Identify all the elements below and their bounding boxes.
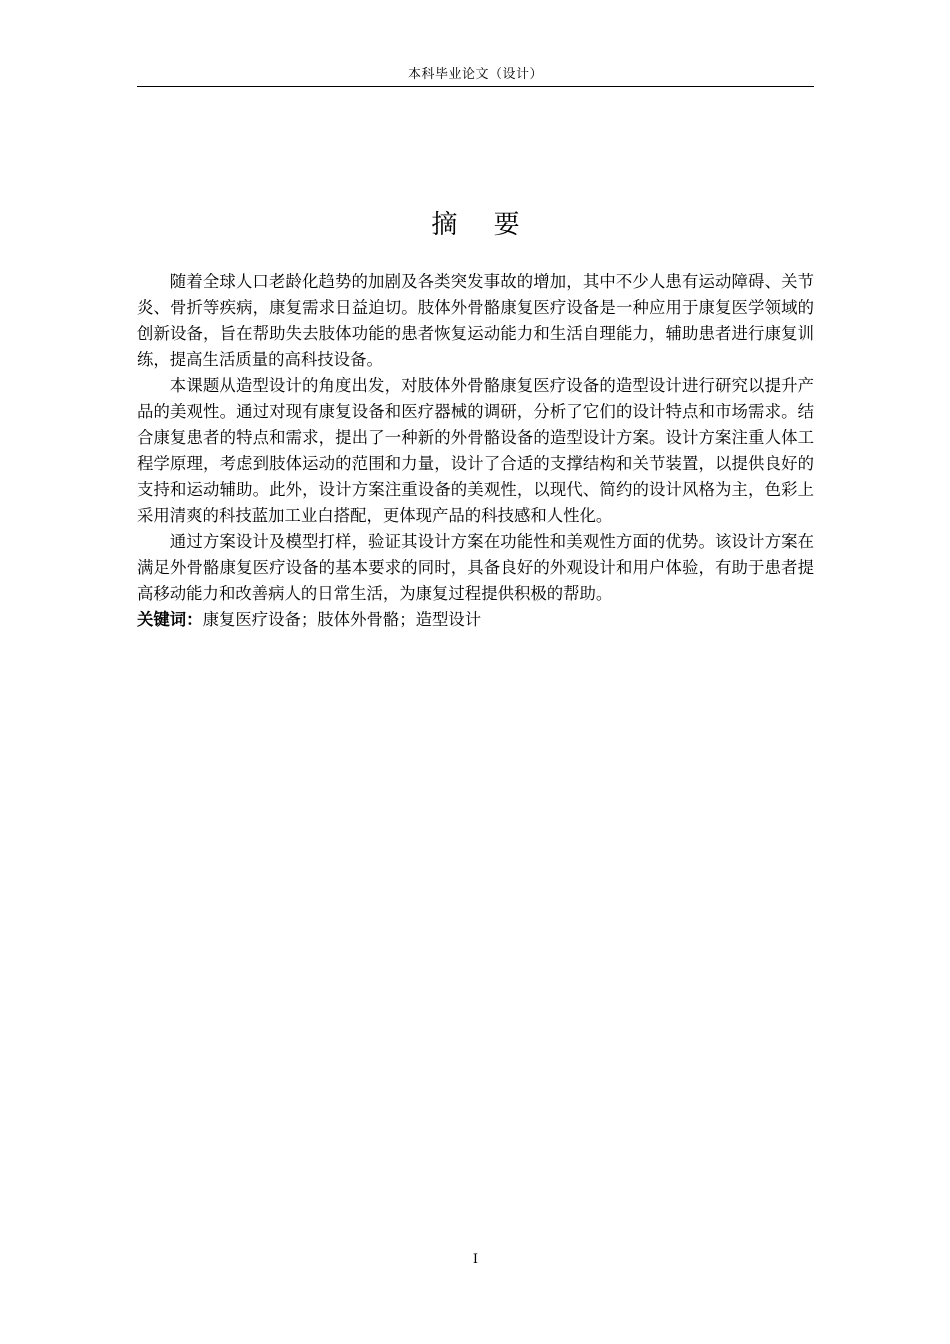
abstract-body [137, 269, 814, 633]
keywords-text: 康复医疗设备；肢体外骨骼；造型设计 [202, 610, 482, 629]
keywords-line [137, 607, 814, 633]
abstract-paragraph-3: 通过方案设计及模型打样，验证其设计方案在功能性和美观性方面的优势。该设计方案在满足外骨骼康复医疗设备的基本要求的同时，具备良好的外观设计和用户体验，有助于患者提高移动能力和改善病人的日常生活，为康复过程提供积极的帮助。 [137, 532, 814, 603]
header-rule [137, 86, 814, 87]
abstract-title: 摘 要 [431, 210, 534, 240]
abstract-paragraph-2: 本课题从造型设计的角度出发，对肢体外骨骼康复医疗设备的造型设计进行研究以提升产品的美观性。通过对现有康复设备和医疗器械的调研，分析了它们的设计特点和市场需求。结合康复患者的特点和需求，提出了一种新的外骨骼设备的造型设计方案。设计方案注重人体工程学原理，考虑到肢体运动的范围和力量，设计了合适的支撑结构和关节装置，以提供良好的支持和运动辅助。此外，设计方案注重设备的美观性，以现代、简约的设计风格为主，色彩上采用清爽的科技蓝加工业白搭配，更体现产品的科技感和人性化。 [137, 376, 814, 525]
abstract-paragraph-1: 随着全球人口老龄化趋势的加剧及各类突发事故的增加，其中不少人患有运动障碍、关节炎、骨折等疾病，康复需求日益迫切。肢体外骨骼康复医疗设备是一种应用于康复医学领域的创新设备，旨在帮助失去肢体功能的患者恢复运动能力和生活自理能力，辅助患者进行康复训练，提高生活质量的高科技设备。 [137, 272, 814, 369]
running-header: 本科毕业论文（设计） [407, 67, 543, 82]
keywords-label: 关键词： [137, 610, 203, 629]
page-number: I [472, 1252, 479, 1267]
